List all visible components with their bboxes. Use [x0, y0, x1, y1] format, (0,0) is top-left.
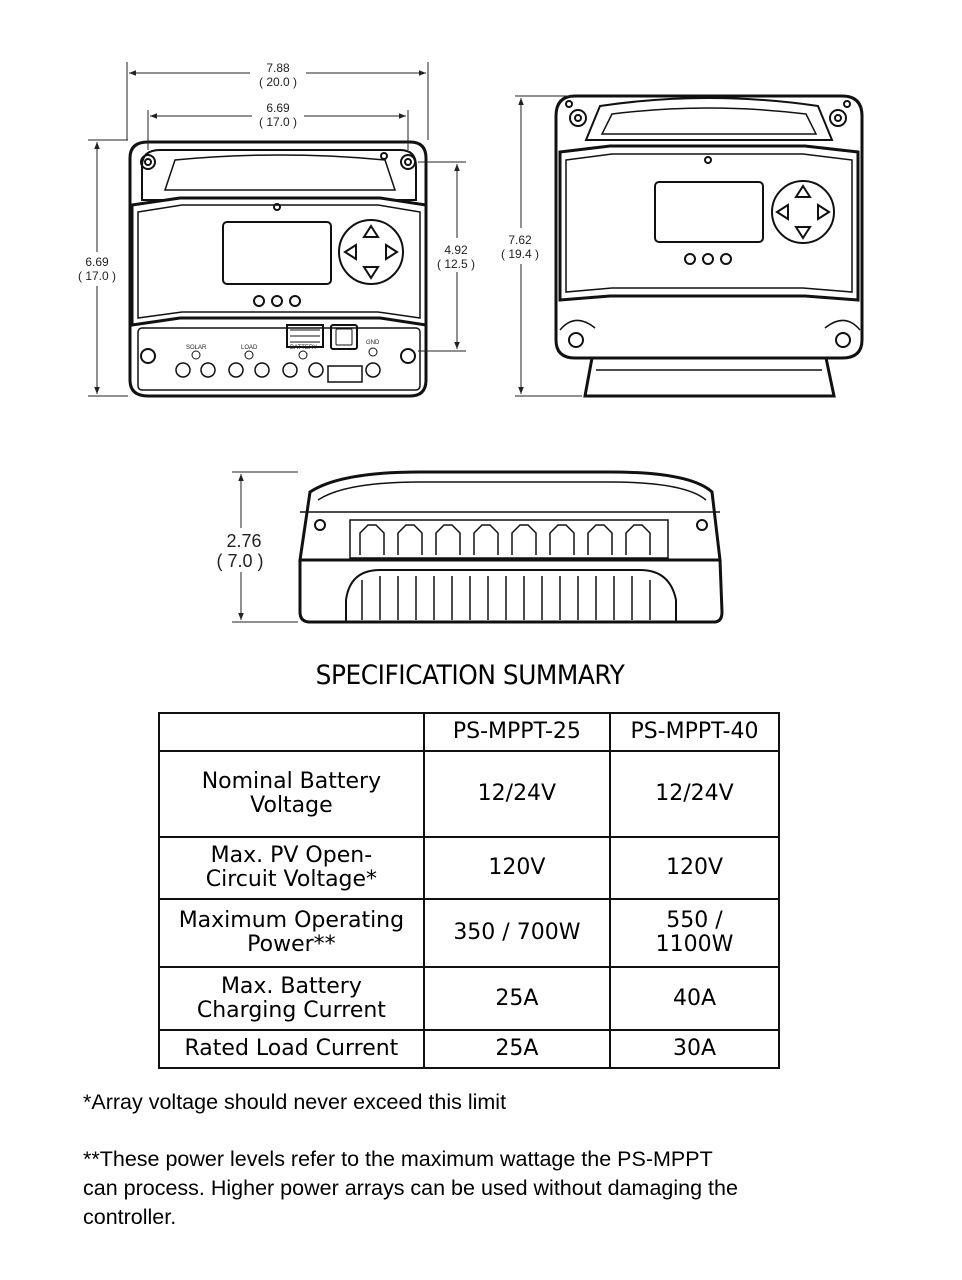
load-terminal-label: LOAD [241, 345, 258, 351]
value-ps-mppt-25: 25A [424, 967, 610, 1030]
header-ps-mppt-25: PS-MPPT-25 [424, 713, 610, 751]
row-label: Max. Battery Charging Current [159, 967, 424, 1030]
value-ps-mppt-40: 40A [610, 967, 779, 1030]
front-width-overall-metric: ( 20.0 ) [258, 75, 298, 89]
value-ps-mppt-25: 12/24V [424, 751, 610, 837]
front-width-inner: 6.69 [266, 101, 290, 115]
value-ps-mppt-40: 550 / 1100W [610, 899, 779, 967]
gnd-terminal-label: GND [366, 340, 380, 346]
value-ps-mppt-25: 350 / 700W [424, 899, 610, 967]
footnote-array-voltage: *Array voltage should never exceed this limit [83, 1090, 507, 1114]
table-row [159, 899, 779, 967]
row-label: Maximum Operating Power** [159, 899, 424, 967]
row-label: Rated Load Current [159, 1030, 424, 1068]
footnote-power-levels: **These power levels refer to the maximum wattage the PS-MPPT can process. Higher power arrays can be used without damaging the controller. [83, 1147, 738, 1229]
value-ps-mppt-40: 12/24V [610, 751, 779, 837]
front-inner-height-metric: ( 12.5 ) [436, 257, 476, 271]
table-row [159, 837, 779, 899]
header-ps-mppt-40: PS-MPPT-40 [610, 713, 779, 751]
iso-height: 7.62 [508, 233, 532, 247]
table-header-row [159, 713, 779, 751]
front-height: 6.69 [85, 255, 109, 269]
battery-terminal-label: BATTERY [290, 345, 318, 351]
front-width-inner-metric: ( 17.0 ) [258, 115, 298, 129]
side-view-drawing [300, 472, 722, 622]
side-height: 2.76 [226, 531, 262, 551]
row-label: Nominal Battery Voltage [159, 751, 424, 837]
solar-terminal-label: SOLAR [186, 345, 207, 351]
table-row [159, 751, 779, 837]
side-height-metric: ( 7.0 ) [216, 551, 264, 571]
header-empty-cell [159, 713, 424, 751]
front-height-metric: ( 17.0 ) [77, 269, 117, 283]
spec-summary-title: SPECIFICATION SUMMARY [315, 660, 625, 691]
table-row [159, 1030, 779, 1068]
front-view-drawing [130, 142, 426, 396]
value-ps-mppt-25: 120V [424, 837, 610, 899]
front-width-overall: 7.88 [266, 61, 290, 75]
spec-summary-table [158, 712, 780, 1069]
heatsink-fins [362, 576, 650, 620]
row-label: Max. PV Open- Circuit Voltage* [159, 837, 424, 899]
value-ps-mppt-40: 30A [610, 1030, 779, 1068]
value-ps-mppt-40: 120V [610, 837, 779, 899]
front-inner-height: 4.92 [444, 243, 468, 257]
iso-height-metric: ( 19.4 ) [500, 247, 540, 261]
iso-view-drawing [556, 96, 862, 396]
value-ps-mppt-25: 25A [424, 1030, 610, 1068]
table-row [159, 967, 779, 1030]
